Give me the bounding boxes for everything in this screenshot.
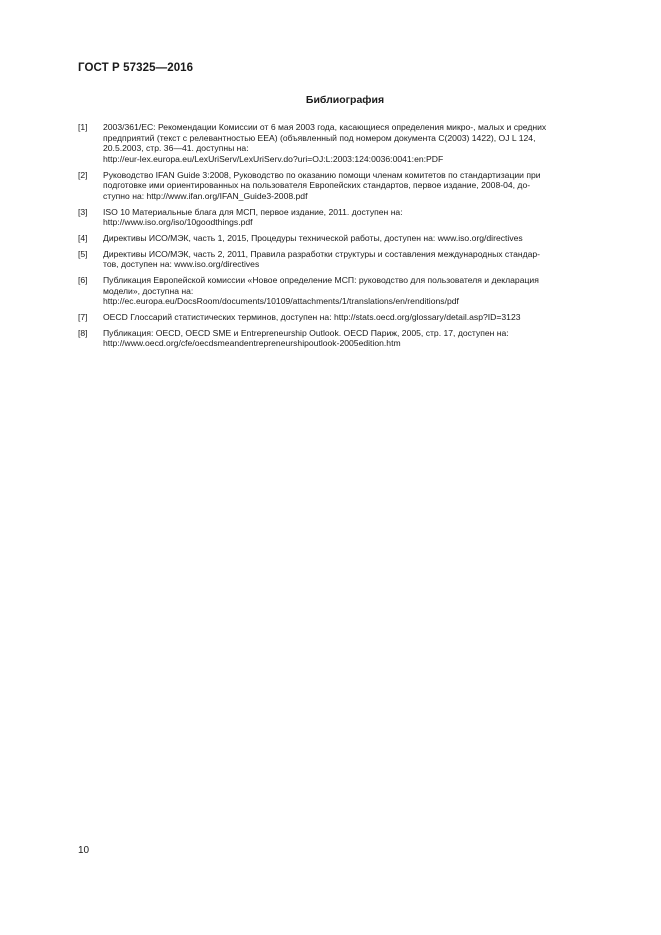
entry-line: Руководство IFAN Guide 3:2008, Руководство по оказанию помощи членам комитетов по стандартизации при <box>103 169 541 180</box>
entry-line: тов, доступен на: www.iso.org/directives <box>103 259 260 270</box>
entry-link[interactable]: http://www.iso.org/iso/10goodthings.pdf <box>103 217 253 228</box>
bibliography-entry <box>78 233 614 244</box>
entry-number: [5] <box>78 248 88 259</box>
entry-text <box>103 122 614 164</box>
bibliography-entry <box>78 328 614 349</box>
entry-line: ступно на: http://www.ifan.org/IFAN_Guide3-2008.pdf <box>103 190 308 201</box>
entry-number: [8] <box>78 327 88 338</box>
entry-text <box>103 275 614 307</box>
entry-link[interactable]: http://eur-lex.europa.eu/LexUriServ/LexUriServ.do?uri=OJ:L:2003:124:0036:0041:en:PDF <box>103 153 444 164</box>
entry-text <box>103 312 614 323</box>
entry-number: [2] <box>78 169 88 180</box>
entry-line: ISO 10 Материальные блага для МСП, первое издание, 2011. доступен на: <box>103 206 403 217</box>
entry-line: 2003/361/EC: Рекомендации Комиссии от 6 мая 2003 года, касающиеся определения микро-, малых и средних <box>103 122 547 132</box>
bibliography-entry <box>78 207 614 228</box>
bibliography-list <box>78 122 614 354</box>
entry-line: предприятий (текст с релевантностью EEA) (объявленный под номером документа С(2003) 1422), OJ L 124, <box>103 132 536 143</box>
entry-text <box>103 233 614 244</box>
entry-number: [3] <box>78 206 88 217</box>
entry-line: 20.5.2003, стр. 36—41. доступны на: <box>103 143 249 154</box>
entry-text <box>103 249 614 270</box>
entry-number: [7] <box>78 312 88 323</box>
bibliography-entry <box>78 312 614 323</box>
entry-link[interactable]: http://www.oecd.org/cfe/oecdsmeandentrepreneurshipoutlook-2005edition.htm <box>103 338 401 349</box>
entry-number: [6] <box>78 275 88 286</box>
entry-link[interactable]: http://ec.europa.eu/DocsRoom/documents/10109/attachments/1/translations/en/renditions/pdf <box>103 296 459 307</box>
entry-line: Директивы ИСО/МЭК, часть 2, 2011, Правила разработки структуры и составления международных стандар- <box>103 248 541 259</box>
entry-text <box>103 207 614 228</box>
entry-line: Публикация Европейской комиссии «Новое определение МСП: руководство для пользователя и декларация <box>103 275 539 286</box>
entry-line: OECD Глоссарий статистических терминов, доступен на: http://stats.oecd.org/glossary/detail.asp?ID=3123 <box>103 312 521 323</box>
bibliography-entry <box>78 122 614 164</box>
entry-number: [1] <box>78 122 88 132</box>
bibliography-entry <box>78 249 614 270</box>
standard-designation: ГОСТ Р 57325—2016 <box>78 62 194 74</box>
section-title: Библиография <box>305 94 385 106</box>
entry-text <box>103 170 614 202</box>
entry-number: [4] <box>78 232 88 243</box>
bibliography-entry <box>78 170 614 202</box>
entry-line: Публикация: OECD, OECD SME и Entrepreneurship Outlook. OECD Париж, 2005, стр. 17, доступен на: <box>103 327 509 338</box>
entry-line: модели», доступна на: <box>103 285 194 296</box>
entry-line: Директивы ИСО/МЭК, часть 1, 2015, Процедуры технической работы, доступен на: www.iso.org/directives <box>103 232 523 243</box>
entry-text <box>103 328 614 349</box>
page-number: 10 <box>78 845 90 856</box>
bibliography-entry <box>78 275 614 307</box>
entry-line: подготовке ими ориентированных на пользователя Европейских стандартов, первое издание, 2008-04, до- <box>103 180 531 191</box>
